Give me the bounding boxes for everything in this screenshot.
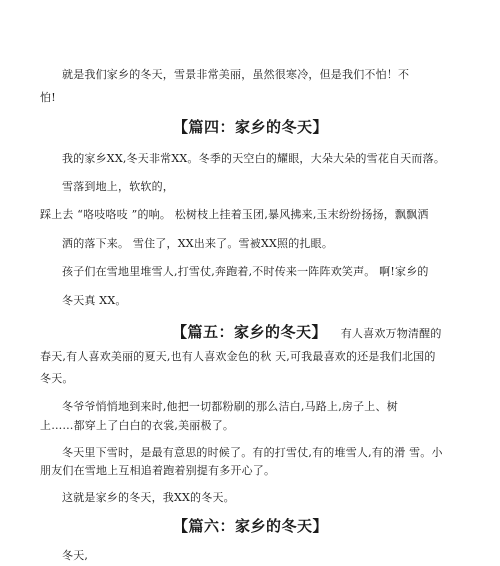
paragraph-line: 冬天, [62,549,89,562]
paragraph-line: 春天,有人喜欢美丽的夏天,也有人喜欢金色的秋 天,可我最喜欢的还是我们北国的 [40,350,436,363]
paragraph-line: 冬天里下雪时，是最有意思的时候了。有的打雪仗,有的堆雪人,有的滑 雪。小 [62,446,443,459]
paragraph-text: 有人喜欢万物清醒的 [340,327,442,340]
paragraph-line: 洒的落下来。 雪住了，XX出来了。雪被XX照的扎眼。 [62,237,334,250]
paragraph-line: 这就是家乡的冬天，我XX的冬天。 [62,491,235,504]
section-heading-4: 【篇四：家乡的冬天】 [173,118,329,136]
section-heading-6: 【篇六：家乡的冬天】 [173,517,329,535]
section-heading-5: 【篇五：家乡的冬天】 [172,323,328,341]
paragraph-line: 冬爷爷悄悄地到来时,他把一切都粉刷的那么洁白,马路上,房子上、树 [62,400,398,413]
paragraph-line: 雪落到地上，软软的， [62,180,174,193]
paragraph-line: 怕! [40,91,56,104]
paragraph-line: 冬天真 XX。 [62,294,127,307]
paragraph-line: 就是我们家乡的冬天，雪景非常美丽，虽然很寒冷，但是我们不怕！不 [62,68,410,81]
paragraph-line: 冬天。 [40,372,74,385]
paragraph-line: 我的家乡XX,冬天非常XX。冬季的天空白的耀眼，大朵大朵的雪花自天而落。 [62,152,446,165]
paragraph-line [172,323,442,343]
paragraph-line: 踩上去 “咯吱咯吱 ”的响。 松树枝上挂着玉团,暴风拂来,玉末纷纷扬扬，飘飘洒 [40,208,429,221]
paragraph-line: 上……都穿上了白白的衣裳,美丽极了。 [40,419,235,432]
paragraph-line: 孩子们在雪地里堆雪人,打雪仗,奔跑着,不时传来一阵阵欢笑声。 啊!家乡的 [62,265,429,278]
paragraph-line: 朋友们在雪地上互相追着跑着别提有多开心了。 [40,464,276,477]
